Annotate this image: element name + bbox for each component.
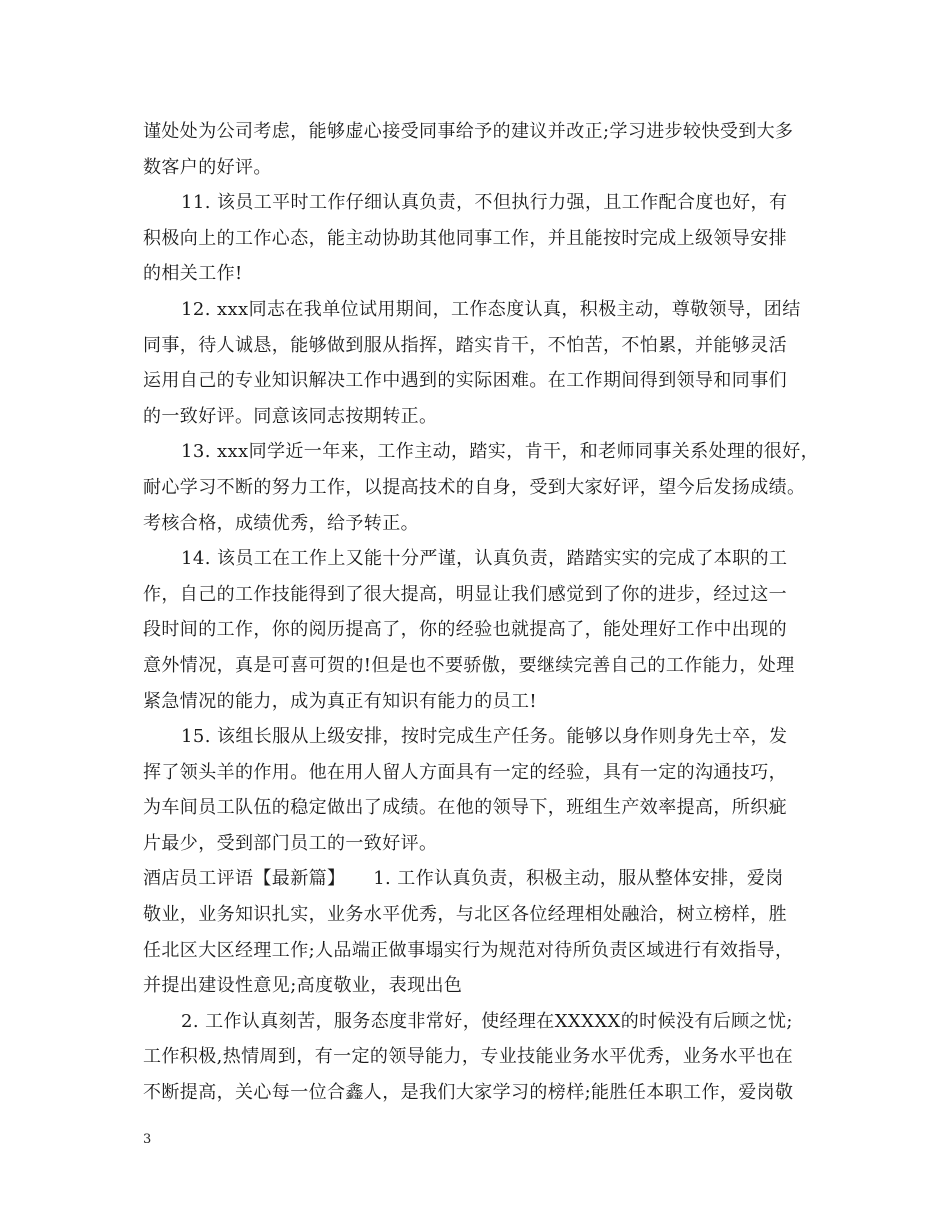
text-line: 2. 工作认真刻苦，服务态度非常好，使经理在XXXXX的时候没有后顾之忧; [181,1010,793,1032]
text-line: 数客户的好评。 [143,156,272,178]
text-line: 同事，待人诚恳，能够做到服从指挥，踏实肯干，不怕苦，不怕累，并能够灵活 [143,334,787,356]
text-line: 积极向上的工作心态，能主动协助其他同事工作，并且能按时完成上级领导安排 [143,227,787,249]
text-line: 考核合格，成绩优秀，给予转正。 [143,512,419,534]
text-line: 挥了领头羊的作用。他在用人留人方面具有一定的经验，具有一定的沟通技巧， [143,761,787,783]
text-line: 的一致好评。同意该同志按期转正。 [143,405,438,427]
text-line: 不断提高，关心每一位合鑫人，是我们大家学习的榜样;能胜任本职工作，爱岗敬 [143,1082,794,1104]
text-line: 谨处处为公司考虑，能够虚心接受同事给予的建议并改正;学习进步较快受到大多 [143,121,794,142]
text-line: 并提出建设性意见;高度敬业，表现出色 [143,975,463,997]
text-line: 意外情况，真是可喜可贺的!但是也不要骄傲，要继续完善自己的工作能力，处理 [143,654,795,676]
text-line: 为车间员工队伍的稳定做出了成绩。在他的领导下，班组生产效率提高，所织疵 [143,797,787,819]
text-line: 紧急情况的能力，成为真正有知识有能力的员工! [143,690,538,712]
text-line: 作，自己的工作技能得到了很大提高，明显让我们感觉到了你的进步，经过这一 [143,583,787,605]
text-line: 15. 该组长服从上级安排，按时完成生产任务。能够以身作则身先士卒，发 [181,726,788,748]
body-text [143,114,819,1111]
text-line: 14. 该员工在工作上又能十分严谨，认真负责，踏踏实实的完成了本职的工 [181,548,788,570]
text-line: 耐心学习不断的努力工作，以提高技术的自身，受到大家好评，望今后发扬成绩。 [143,476,806,498]
text-line: 片最少，受到部门员工的一致好评。 [143,832,438,854]
text-line: 任北区大区经理工作;人品端正做事塌实行为规范对待所负责区域进行有效指导， [143,939,794,961]
text-line: 酒店员工评语【最新篇】 1. 工作认真负责，积极主动，服从整体安排，爱岗 [143,868,784,890]
text-line: 13. xxx同学近一年来，工作主动，踏实，肯干，和老师同事关系处理的很好， [181,441,819,463]
text-line: 11. 该员工平时工作仔细认真负责，不但执行力强，且工作配合度也好，有 [181,192,788,214]
text-line: 工作积极,热情周到，有一定的领导能力，专业技能业务水平优秀，业务水平也在 [143,1046,794,1068]
text-line: 的相关工作! [143,263,243,285]
text-line: 段时间的工作，你的阅历提高了，你的经验也就提高了，能处理好工作中出现的 [143,619,787,641]
text-line: 敬业，业务知识扎实，业务水平优秀，与北区各位经理相处融洽，树立榜样，胜 [143,904,787,926]
page-number: 3 [143,1132,152,1147]
text-line: 运用自己的专业知识解决工作中遇到的实际困难。在工作期间得到领导和同事们 [143,370,787,392]
text-line: 12. xxx同志在我单位试用期间，工作态度认真，积极主动，尊敬领导，团结 [181,298,801,320]
